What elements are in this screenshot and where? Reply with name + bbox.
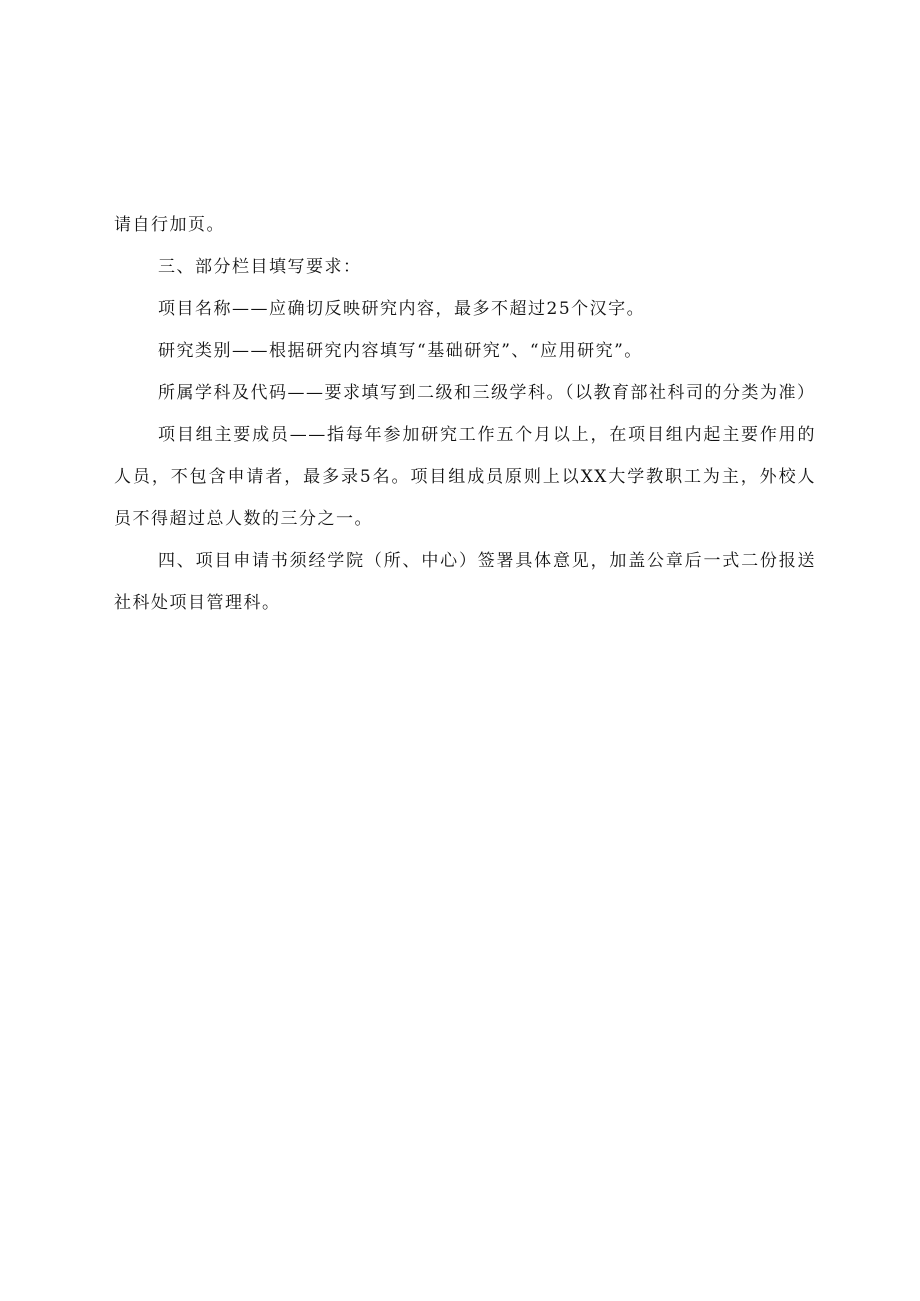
paragraph-research-type: 研究类别——根据研究内容填写“基础研究”、“应用研究”。 bbox=[158, 341, 643, 361]
section-heading-requirements: 三、部分栏目填写要求： bbox=[158, 257, 362, 277]
paragraph-submission: 四、项目申请书须经学院（所、中心）签署具体意见，加盖公章后一式二份报送社科处项目管理科。 bbox=[114, 551, 816, 613]
paragraph-team-members: 项目组主要成员——指每年参加研究工作五个月以上，在项目组内起主要作用的人员，不包含申请者，最多录5名。项目组成员原则上以XX大学教职工为主，外校人员不得超过总人数的三分之一。 bbox=[114, 425, 816, 529]
paragraph-project-name: 项目名称——应确切反映研究内容，最多不超过25个汉字。 bbox=[158, 299, 646, 319]
paragraph-discipline-code: 所属学科及代码——要求填写到二级和三级学科。（以教育部社科司的分类为准） bbox=[158, 383, 816, 403]
paragraph-continuation: 请自行加页。 bbox=[114, 215, 225, 235]
document-body bbox=[114, 204, 816, 624]
